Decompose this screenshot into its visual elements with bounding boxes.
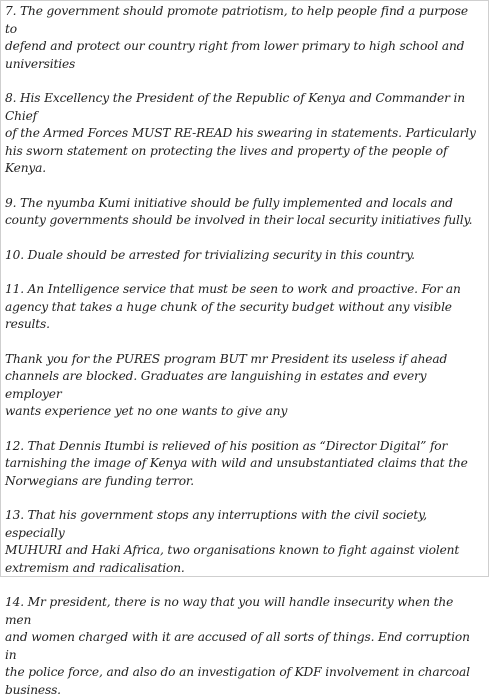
paragraph-item-8: 8. His Excellency the President of the Republic of Kenya and Commander in Chief of the Armed Forces MUST RE-READ his swearing in statements. Particularly his sworn statement on protecting the lives and property of the people of Kenya. (5, 91, 476, 175)
paragraph-item-11: 11. An Intelligence service that must be seen to work and proactive. For an agency that takes a huge chunk of the security budget without any visible results. (5, 282, 461, 331)
paragraph-item-10: 10. Duale should be arrested for trivializing security in this country. (5, 247, 415, 262)
paragraph-pures-program: Thank you for the PURES program BUT mr President its useless if ahead channels are blocked. Graduates are languishing in estates and every employer wants experience yet no one wants to give any (5, 351, 448, 418)
paragraph-item-14: 14. Mr president, there is no way that you will handle insecurity when the men and women charged with it are accused of all sorts of things. End corruption in the police force, and also do an investigation of KDF involvement in charcoal business. (5, 595, 470, 697)
paragraph-item-9: 9. The nyumba Kumi initiative should be fully implemented and locals and county governments should be involved in their local security initiatives fully. (5, 195, 473, 227)
paragraph-item-12: 12. That Dennis Itumbi is relieved of his position as “Director Digital” for tarnishing the image of Kenya with wild and unsubstantiated claims that the Norwegians are funding terror. (5, 438, 468, 488)
paragraph-item-13: 13. That his government stops any interruptions with the civil society, especially MUHURI and Haki Africa, two organisations known to fight against violent extremism and radicalisation. (5, 508, 460, 575)
paragraph-item-7: 7. The government should promote patriotism, to help people find a purpose to defend and protect our country right from lower primary to high school and universities (5, 4, 468, 71)
